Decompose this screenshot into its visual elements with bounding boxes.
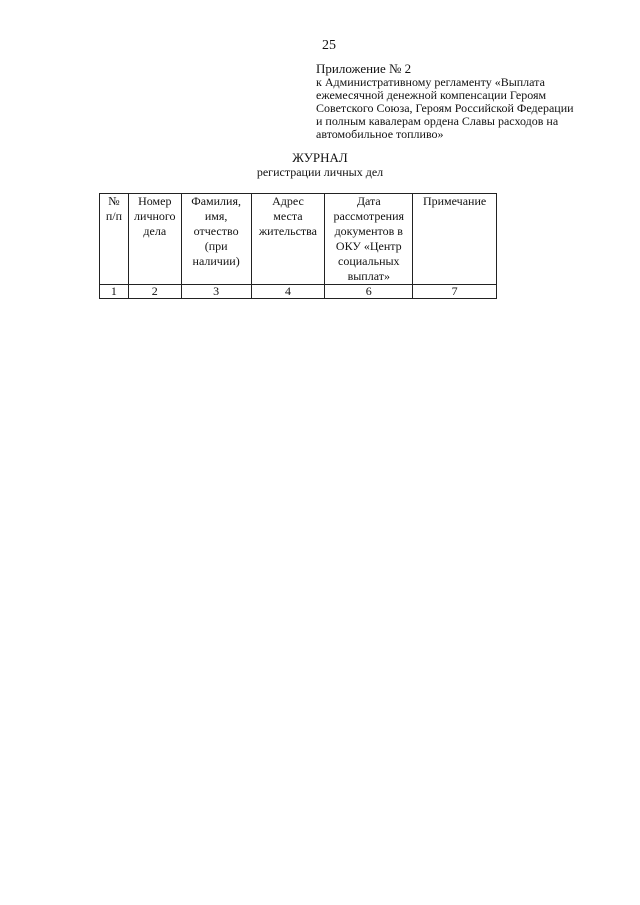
- header-cell-case-number: Номер личного дела: [128, 194, 181, 285]
- appendix-block: [316, 62, 616, 141]
- appendix-line: ежемесячной денежной компенсации Героям: [316, 88, 547, 102]
- table-cell: 3: [181, 285, 251, 299]
- journal-subtitle: регистрации личных дел: [256, 165, 384, 179]
- header-cell-full-name: Фамилия, имя, отчество (при наличии): [181, 194, 251, 285]
- registry-table: [99, 193, 497, 299]
- appendix-line: автомобильное топливо»: [316, 127, 444, 141]
- appendix-title: Приложение № 2: [316, 61, 412, 76]
- page-number: 25: [322, 38, 336, 53]
- table-cell: 4: [251, 285, 325, 299]
- header-cell-number: № п/п: [100, 194, 129, 285]
- header-cell-review-date: Дата рассмотрения документов в ОКУ «Центр социальных выплат»: [325, 194, 413, 285]
- appendix-line: и полным кавалерам ордена Славы расходов на: [316, 114, 559, 128]
- table-cell: 2: [128, 285, 181, 299]
- table-cell: 1: [100, 285, 129, 299]
- appendix-line: Советского Союза, Героям Российской Федерации: [316, 101, 574, 115]
- header-cell-note: Примечание: [413, 194, 497, 285]
- table-number-row: [100, 285, 497, 299]
- table-cell: 7: [413, 285, 497, 299]
- table-header-row: [100, 194, 497, 285]
- journal-title: ЖУРНАЛ: [292, 150, 348, 165]
- appendix-line: к Административному регламенту «Выплата: [316, 75, 545, 89]
- table-cell: 6: [325, 285, 413, 299]
- header-cell-address: Адрес места жительства: [251, 194, 325, 285]
